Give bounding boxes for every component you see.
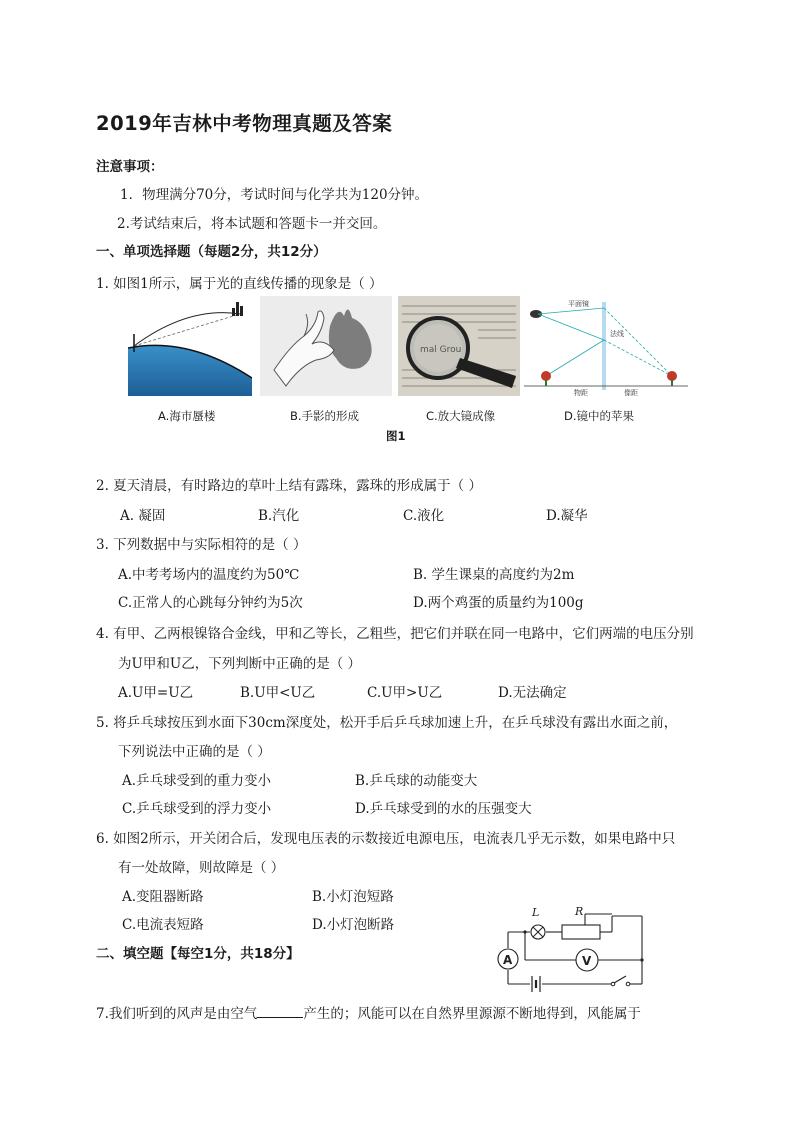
section2-heading: 二、填空题【每空1分，共18分】: [96, 946, 300, 962]
q3-option-b: B. 学生课桌的高度约为2m: [413, 567, 575, 583]
q5-option-d: D.乒乓球受到的水的压强变大: [355, 801, 532, 817]
circuit-diagram: [492, 902, 660, 1002]
q4-option-c: C.U甲>U乙: [367, 685, 443, 701]
lamp-label: L: [532, 906, 540, 919]
svg-text:mal Grou: mal Grou: [420, 345, 462, 355]
q7-part1: 7.我们听到的风声是由空气: [96, 1006, 258, 1022]
q2-option-b: B.汽化: [258, 508, 300, 524]
q4-stem: 4. 有甲、乙两根镍铬合金线，甲和乙等长，乙粗些，把它们并联在同一电路中，它们两端的电压分别: [96, 626, 694, 642]
note-item-2: 2.考试结束后，将本试题和答题卡一并交回。: [117, 216, 387, 232]
q3-option-c: C.正常人的心跳每分钟约为5次: [118, 595, 303, 611]
q5-stem-line2: 下列说法中正确的是（ ）: [118, 744, 271, 760]
q2-option-d: D.凝华: [546, 508, 588, 524]
q7-line: [96, 1002, 641, 1022]
q5-stem: 5. 将乒乓球按压到水面下30cm深度处，松开手后乒乓球加速上升，在乒乓球没有露出水面之前，: [96, 715, 678, 731]
q4-option-b: B.U甲<U乙: [240, 685, 316, 701]
caption-a: A.海市蜃楼: [158, 409, 216, 423]
image-distance-label: 像距: [624, 389, 638, 396]
q6-option-b: B.小灯泡短路: [312, 889, 394, 905]
plane-mirror-label: 平面镜: [568, 300, 589, 308]
caption-d: D.镜中的苹果: [564, 409, 635, 423]
q3-stem: 3. 下列数据中与实际相符的是（ ）: [96, 537, 307, 553]
hand-shadow-image: [260, 296, 392, 396]
caption-c: C.放大镜成像: [426, 409, 496, 423]
q4-option-d: D.无法确定: [498, 685, 567, 701]
q4-option-a: A.U甲=U乙: [118, 685, 194, 701]
q6-stem-line2: 有一处故障，则故障是（ ）: [118, 860, 285, 876]
q2-option-a: A. 凝固: [120, 508, 166, 524]
q6-option-a: A.变阻器断路: [122, 889, 204, 905]
q7-part2: 产生的；风能可以在自然界里源源不断地得到，风能属于: [303, 1006, 641, 1022]
notes-heading: 注意事项：: [96, 159, 164, 175]
figure-1: [128, 296, 688, 446]
q5-option-b: B.乒乓球的动能变大: [355, 773, 478, 789]
q7-blank: [257, 1004, 303, 1018]
mirror-diagram-image: [524, 296, 688, 396]
caption-b: B.手影的形成: [290, 409, 360, 423]
q5-option-c: C.乒乓球受到的浮力变小: [122, 801, 272, 817]
normal-label: 法线: [610, 330, 624, 338]
q2-option-c: C.液化: [403, 508, 445, 524]
object-distance-label: 物距: [574, 389, 588, 396]
q6-stem: 6. 如图2所示，开关闭合后，发现电压表的示数接近电源电压，电流表几乎无示数，如果电路中只: [96, 831, 676, 847]
q4-stem-line2: 为U甲和U乙，下列判断中正确的是（ ）: [118, 656, 362, 672]
mirage-image: [128, 296, 252, 396]
q6-option-c: C.电流表短路: [122, 917, 204, 933]
note-item-1: 1．物理满分70分，考试时间与化学共为120分钟。: [120, 187, 429, 203]
q3-option-a: A.中考考场内的温度约为50℃: [118, 567, 300, 583]
ammeter-label: A: [503, 953, 513, 967]
page-title: 2019年吉林中考物理真题及答案: [96, 112, 393, 135]
magnifier-image: [398, 296, 520, 396]
q5-option-a: A.乒乓球受到的重力变小: [122, 773, 272, 789]
section1-heading: 一、单项选择题（每题2分，共12分）: [96, 244, 327, 260]
voltmeter-label: V: [582, 954, 592, 968]
figure-1-label: 图1: [386, 429, 406, 443]
q6-option-d: D.小灯泡断路: [312, 917, 395, 933]
rheostat-label: R: [575, 905, 584, 918]
q3-option-d: D.两个鸡蛋的质量约为100g: [413, 595, 584, 611]
q1-stem: 1. 如图1所示，属于光的直线传播的现象是（ ）: [96, 276, 383, 292]
q2-stem: 2. 夏天清晨，有时路边的草叶上结有露珠，露珠的形成属于（ ）: [96, 478, 482, 494]
